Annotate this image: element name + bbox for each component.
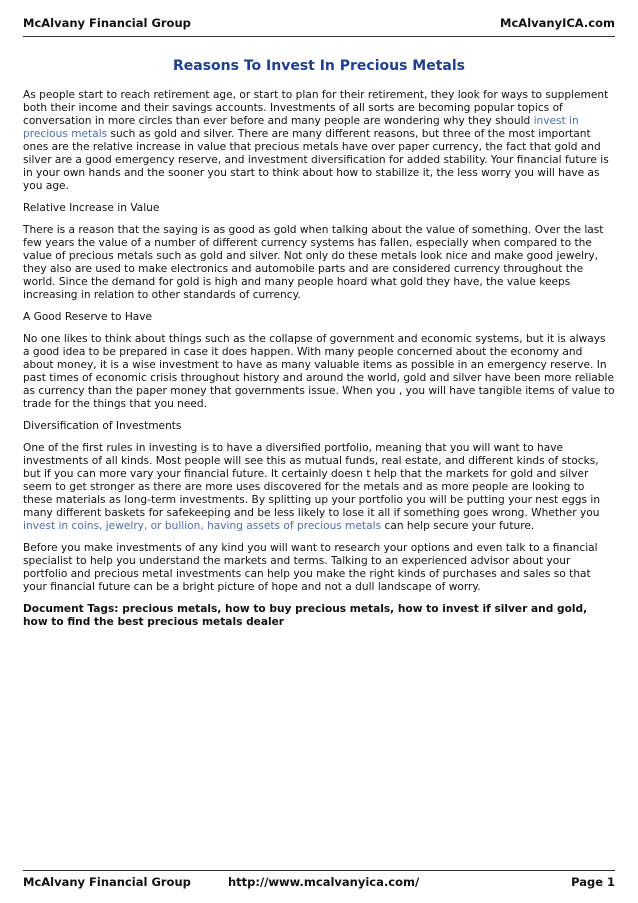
intro-text: As people start to reach retirement age, or start to plan for their retirement, they look for ways to supplement both their income and their savings accounts. Investments of all sorts are becoming popular topics of conversation in more circles than ever before and many people are wondering why they should [23, 89, 609, 127]
section-paragraph: There is a reason that the saying is as good as gold when talking about the value of something. Over the last few years the value of a number of different currency systems has fallen, especially when compared to the value of precious metals such as gold and silver. Not only do these metals look nice and make good jewelry, they also are used to make electronics and automobile parts and are considered currency throughout the world. Since the demand for gold is high and many people hoard what gold they have, the value keeps increasing in relation to other standards of currency. [23, 224, 604, 301]
section-paragraph [23, 442, 615, 533]
section-paragraph: No one likes to think about things such as the collapse of government and economic systems, but it is always a good idea to be prepared in case it does happen. With many people concerned about the economy and about money, it is a wise investment to have as many valuable items as possible in an emergency reserve. In past times of economic crisis throughout history and around the world, gold and silver have been more reliable as currency than the paper money that governments issue. When you , you will have tangible items of value to trade for the things that you need. [23, 333, 615, 410]
section-heading: A Good Reserve to Have [23, 311, 153, 323]
intro-paragraph [23, 89, 615, 193]
section-text-cont: can help secure your future. [381, 520, 535, 532]
page-number: Page 1 [571, 875, 615, 889]
footer-company: McAlvany Financial Group [23, 875, 191, 889]
page-footer [23, 870, 615, 891]
page-header [23, 14, 615, 37]
section-heading: Diversification of Investments [23, 420, 182, 432]
document-tags: Document Tags: precious metals, how to buy precious metals, how to invest if silver and gold, how to find the best precious metals dealer [23, 603, 588, 628]
section-text: One of the first rules in investing is to have a diversified portfolio, meaning that you will want to have investments of all kinds. Most people will see this as mutual funds, real estate, and different kinds of stocks, but if you can more vary your financial future. It certainly doesn t help that the markets for gold and silver seem to get stronger as there are more uses discovered for the metals and as more people are looking to these materials as long-term investments. By splitting up your portfolio you will be putting your nest eggs in many different baskets for safekeeping and be less likely to lose it all if something goes wrong. Whether you [23, 442, 601, 519]
precious-metals-link[interactable]: invest in precious metals [23, 115, 579, 140]
header-company: McAlvany Financial Group [23, 16, 191, 30]
intro-text-cont: such as gold and silver. There are many different reasons, but three of the most important ones are the relative increase in value that precious metals have over paper currency, the fact that gold and silver are a good emergency reserve, and investment diversification for added stability. Your financial future is in your own hands and the sooner you start to think about how to stabilize it, the less worry you will have as you age. [23, 128, 609, 192]
footer-url[interactable]: http://www.mcalvanyica.com/ [228, 875, 420, 889]
document-body [23, 60, 615, 638]
closing-paragraph: Before you make investments of any kind you will want to research your options and even talk to a financial specialist to help you understand the markets and terms. Talking to an experienced advisor about your portfolio and precious metal investments can help you make the right kinds of purchases and sales so that your financial future can be a bright picture of hope and not a dull landscape of worry. [23, 542, 598, 593]
invest-coins-link[interactable]: invest in coins, jewelry, or bullion, having assets of precious metals [23, 520, 382, 532]
page-title: Reasons To Invest In Precious Metals [172, 58, 466, 74]
header-site: McAlvanyICA.com [500, 16, 615, 30]
section-heading: Relative Increase in Value [23, 202, 160, 214]
